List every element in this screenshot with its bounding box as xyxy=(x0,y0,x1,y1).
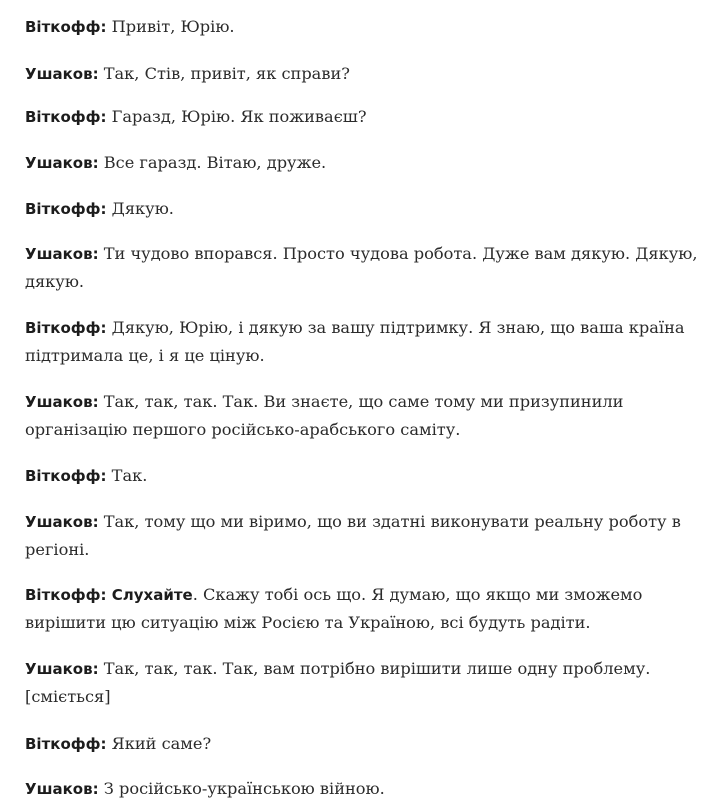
line-text: Гаразд, Юрію. Як поживаєш? xyxy=(106,107,367,126)
speaker-name: Віткофф: xyxy=(25,586,107,604)
speaker-name: Віткофф: xyxy=(25,108,107,126)
speaker-name: Ушаков: xyxy=(25,65,99,83)
transcript-line xyxy=(25,508,707,564)
speaker-name: Віткофф: xyxy=(25,467,107,485)
transcript-line xyxy=(25,149,707,177)
transcript-line xyxy=(25,462,707,490)
transcript-line xyxy=(25,240,707,296)
line-text: З російсько-українською війною. xyxy=(98,779,385,798)
transcript-line xyxy=(25,730,707,758)
transcript-line xyxy=(25,314,707,370)
line-text: Дякую, Юрію, і дякую за вашу підтримку. Я знаю, що ваша країна підтримала це, і я це ціную. xyxy=(25,318,685,365)
line-text: Так, так, так. Так. Ви знаєте, що саме тому ми призупинили організацію першого російсько-арабського саміту. xyxy=(25,392,624,439)
speaker-name: Ушаков: xyxy=(25,780,99,798)
line-text: Привіт, Юрію. xyxy=(106,17,235,36)
transcript-line xyxy=(25,655,707,711)
line-text: Ти чудово впорався. Просто чудова робота. Дуже вам дякую. Дякую, дякую. xyxy=(25,244,698,291)
line-text: Дякую. xyxy=(106,199,174,218)
line-text: Все гаразд. Вітаю, друже. xyxy=(98,153,327,172)
speaker-name: Віткофф: xyxy=(25,200,107,218)
line-text: Так, так, так. Так, вам потрібно вирішити лише одну проблему. [сміється] xyxy=(25,659,651,706)
transcript-line xyxy=(25,13,707,41)
speaker-name: Ушаков: xyxy=(25,393,99,411)
transcript-line xyxy=(25,581,707,637)
speaker-name: Ушаков: xyxy=(25,660,99,678)
transcript-line xyxy=(25,195,707,223)
transcript-line xyxy=(25,388,707,444)
emphasis-text: Слухайте xyxy=(106,586,193,604)
transcript-line xyxy=(25,103,707,131)
line-text: Так, Стів, привіт, як справи? xyxy=(98,64,350,83)
transcript-line xyxy=(25,775,707,803)
speaker-name: Ушаков: xyxy=(25,154,99,172)
speaker-name: Віткофф: xyxy=(25,735,107,753)
speaker-name: Ушаков: xyxy=(25,513,99,531)
speaker-name: Віткофф: xyxy=(25,18,107,36)
transcript-line xyxy=(25,60,707,88)
line-text: Так, тому що ми віримо, що ви здатні виконувати реальну роботу в регіоні. xyxy=(25,512,681,559)
line-text: Так. xyxy=(106,466,148,485)
speaker-name: Віткофф: xyxy=(25,319,107,337)
line-text: . Скажу тобі ось що. Я думаю, що якщо ми зможемо вирішити цю ситуацію між Росією та Україною, всі будуть радіти. xyxy=(25,585,643,632)
line-text: Який саме? xyxy=(106,734,212,753)
speaker-name: Ушаков: xyxy=(25,245,99,263)
